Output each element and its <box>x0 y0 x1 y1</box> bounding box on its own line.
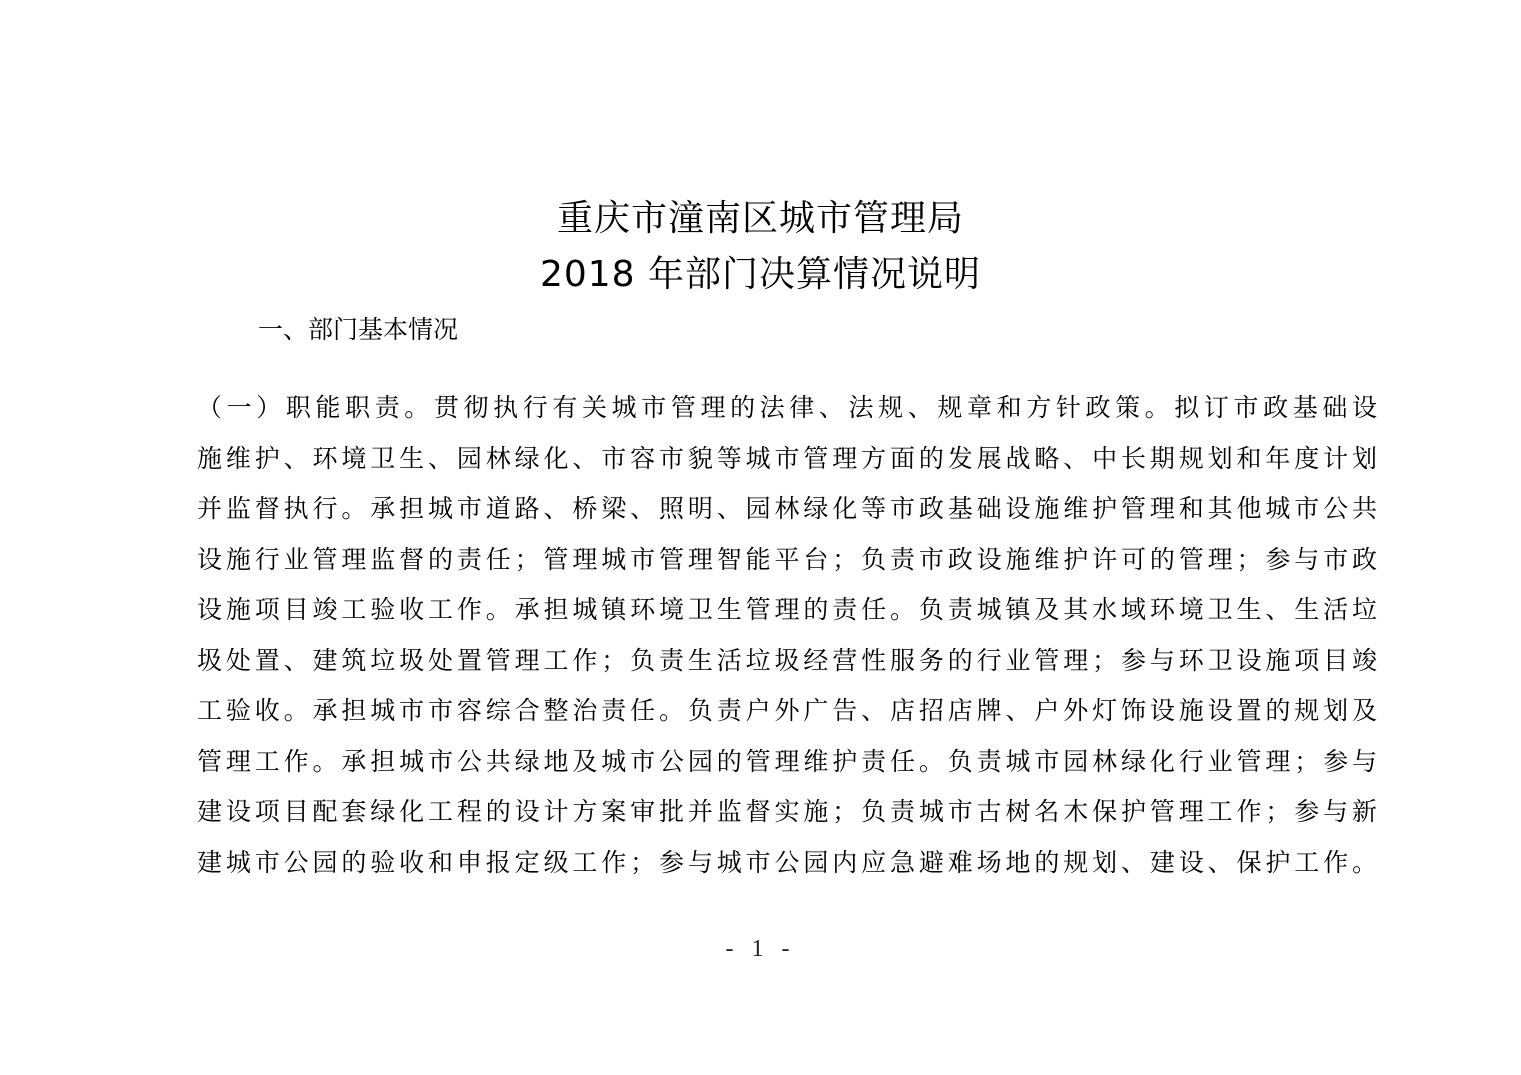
body-line: 并监督执行。承担城市道路、桥梁、照明、园林绿化等市政基础设施维护管理和其他城市公共 <box>197 494 1377 523</box>
body-line: 建设项目配套绿化工程的设计方案审批并监督实施；负责城市古树名木保护管理工作；参与新 <box>197 797 1377 826</box>
body-line: 设施行业管理监督的责任；管理城市管理智能平台；负责市政设施维护许可的管理；参与市政 <box>197 544 1377 574</box>
body-line: （一）职能职责。贯彻执行有关城市管理的法律、法规、规章和方针政策。拟订市政基础设 <box>197 393 1377 422</box>
body-line: 工验收。承担城市市容综合整治责任。负责户外广告、店招店牌、户外灯饰设施设置的规划及 <box>197 696 1377 725</box>
section-heading: 一、部门基本情况 <box>258 315 459 344</box>
body-paragraph <box>197 383 1377 888</box>
body-line: 设施项目竣工验收工作。承担城镇环境卫生管理的责任。负责城镇及其水域环境卫生、生活垃 <box>197 595 1377 624</box>
body-line: 圾处置、建筑垃圾处置管理工作；负责生活垃圾经营性服务的行业管理；参与环卫设施项目竣 <box>197 645 1377 675</box>
body-line: 施维护、环境卫生、园林绿化、市容市貌等城市管理方面的发展战略、中长期规划和年度计划 <box>197 443 1377 473</box>
body-line: 建城市公园的验收和申报定级工作；参与城市公园内应急避难场地的规划、建设、保护工作。 <box>197 847 1377 877</box>
body-line: 管理工作。承担城市公共绿地及城市公园的管理维护责任。负责城市园林绿化行业管理；参与 <box>197 746 1377 776</box>
document-title-line2: 2018 年部门决算情况说明 <box>539 254 982 295</box>
page-number: - 1 - <box>725 936 796 962</box>
document-title-line1: 重庆市潼南区城市管理局 <box>556 198 964 239</box>
